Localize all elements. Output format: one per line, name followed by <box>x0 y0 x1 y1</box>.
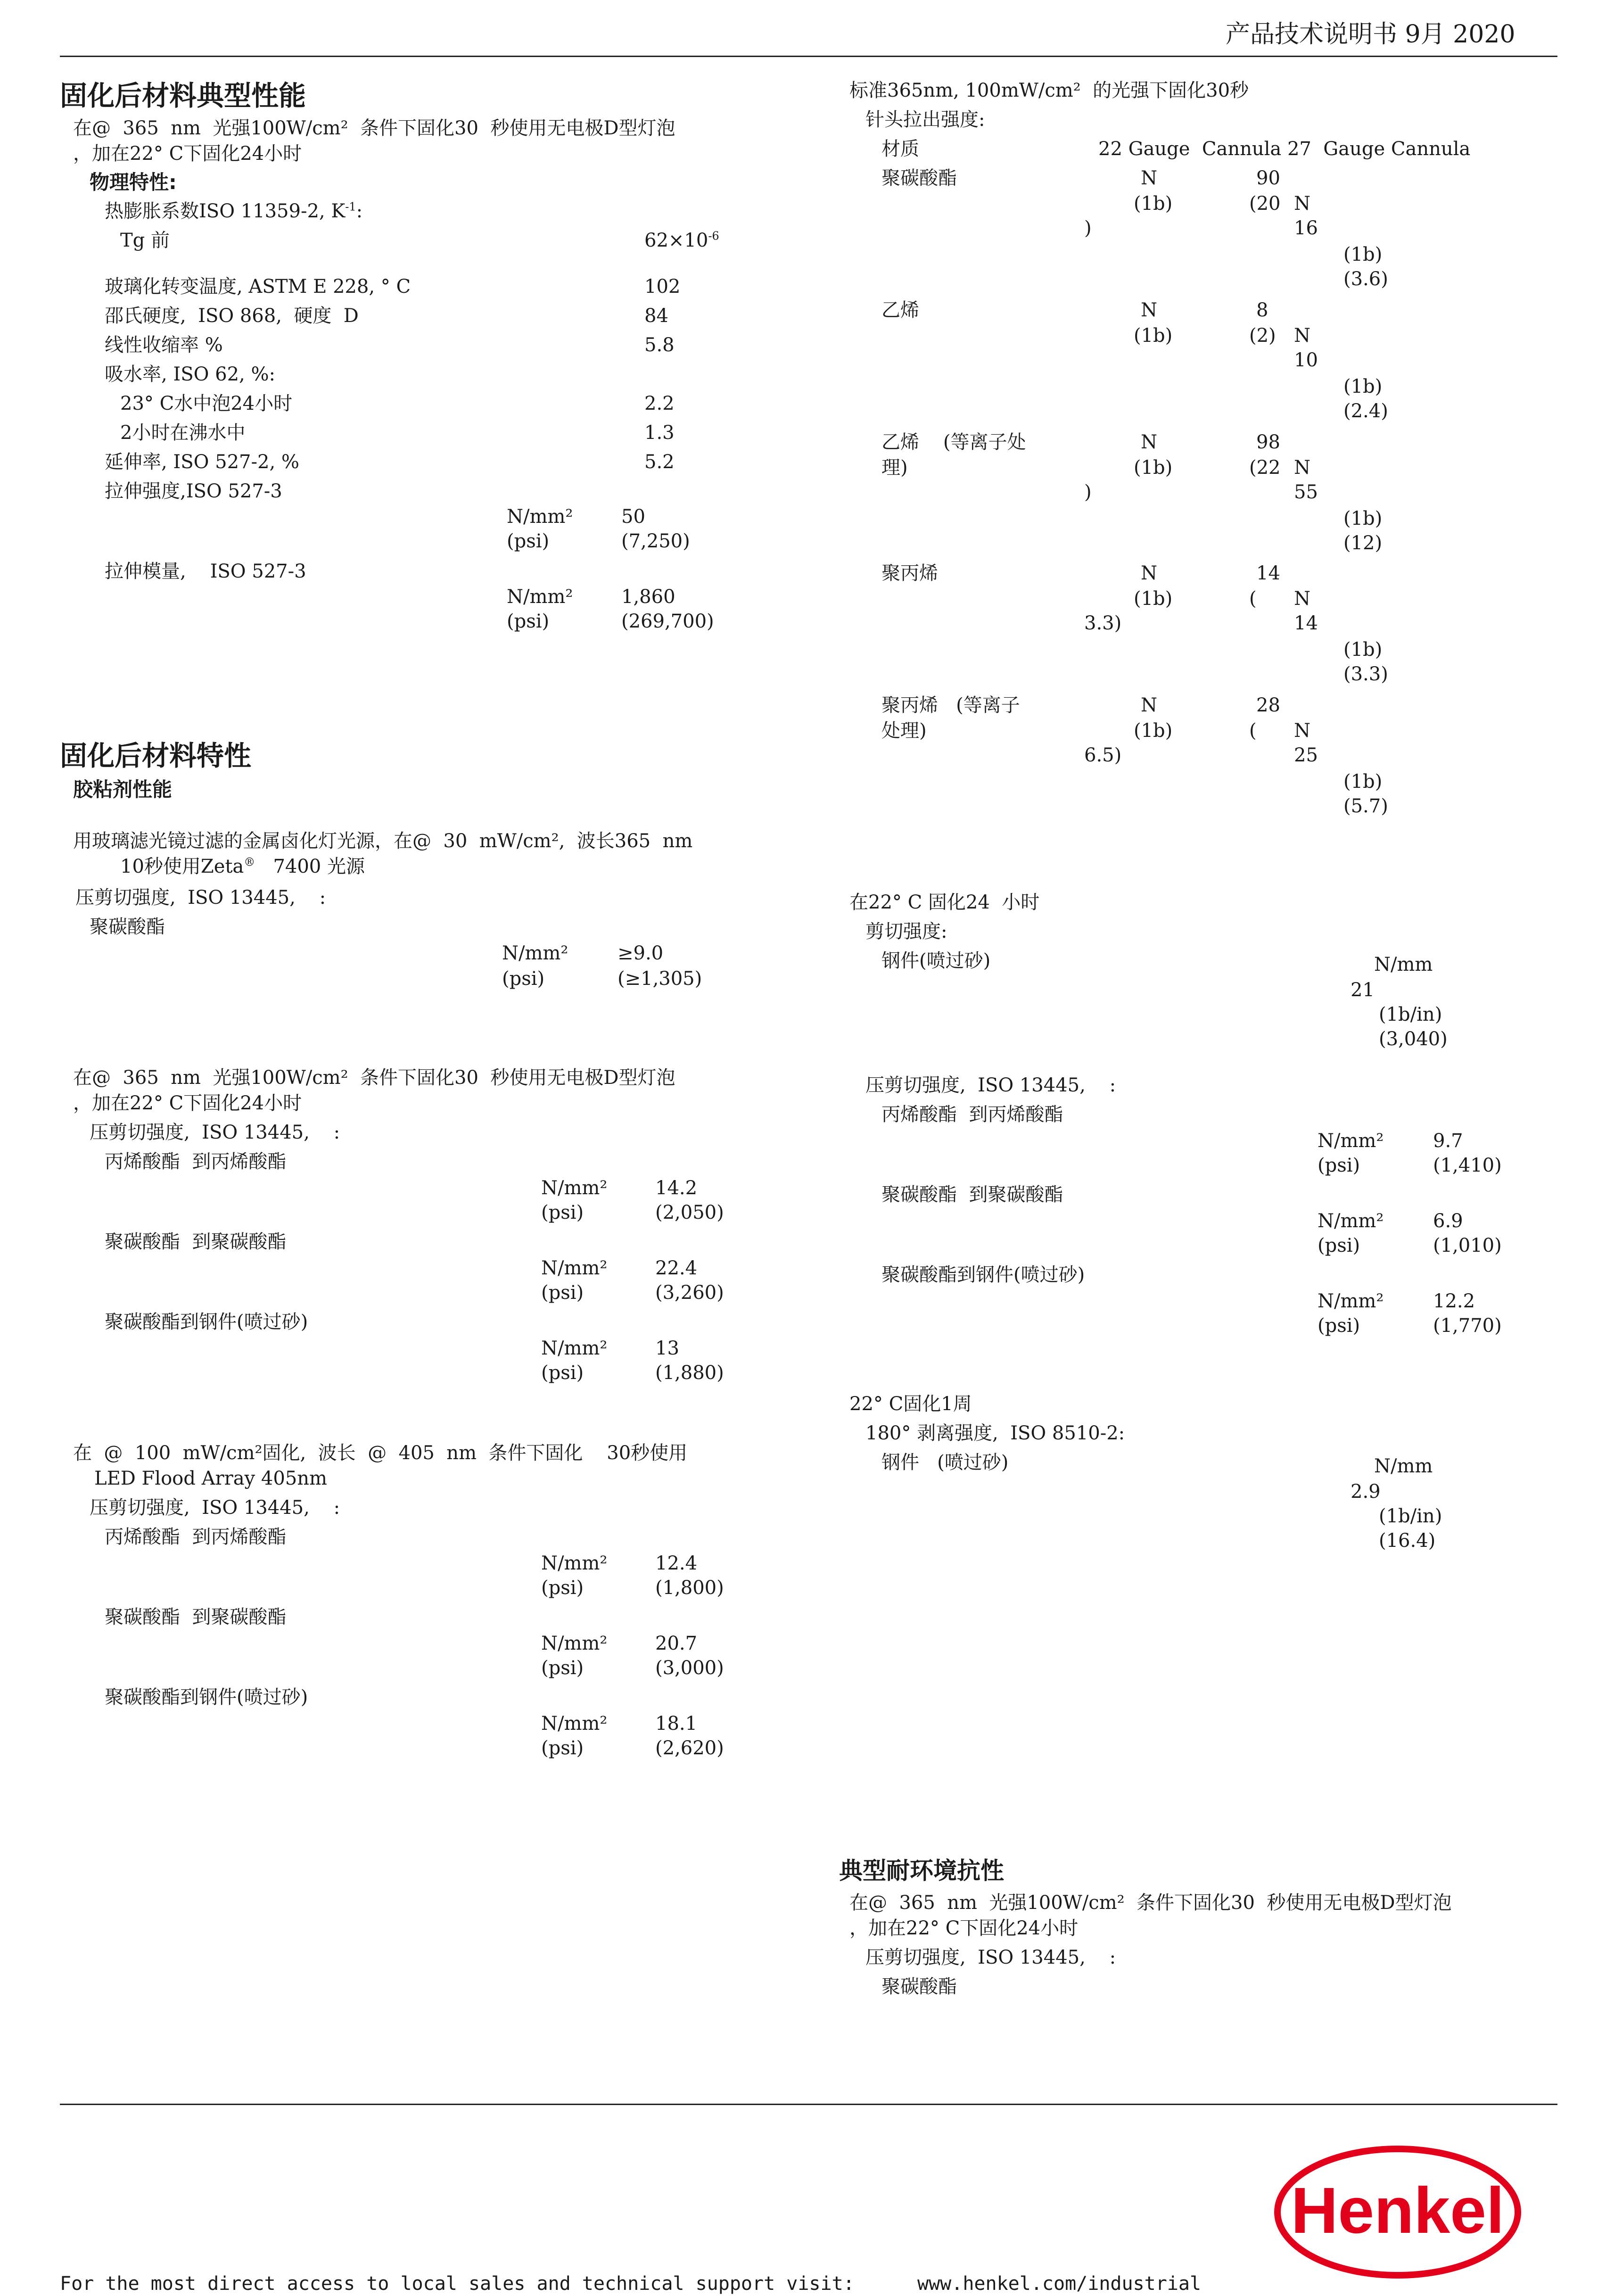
cure-22c-title: 在22° C 固化24 小时 <box>849 892 1040 913</box>
pull-pe-22-paren: (2) <box>1249 325 1276 347</box>
env-resistance-title: 典型耐环境抗性 <box>839 1857 1004 1884</box>
typical-properties-title: 固化后材料典型性能 <box>60 80 306 112</box>
adhesive-properties-heading: 胶粘剂性能 <box>73 778 173 801</box>
pull-pc-label: 聚碳酸酯 <box>881 167 957 189</box>
boiling-water-value: 1.3 <box>644 422 675 444</box>
pull-pp-plasma-27-paren: (5.7) <box>1343 795 1388 817</box>
tg-label: Tg 前 <box>120 230 170 251</box>
cond2-line2: ，加在22° C下固化24小时 <box>73 1092 302 1114</box>
pull-pe-n2: N <box>1294 325 1310 347</box>
pull-pe-27-lb: (1b) <box>1343 376 1383 397</box>
pull-pp-plasma-22-paren: ( <box>1249 720 1257 742</box>
right-acrylic-label: 丙烯酸酯 到丙烯酸酯 <box>881 1104 1063 1125</box>
pull-pc-27-paren: (3.6) <box>1343 268 1388 290</box>
cond2-steel-val1: 13 <box>655 1338 679 1359</box>
henkel-logo <box>1273 2144 1523 2280</box>
steel-unit: N/mm <box>1374 954 1433 975</box>
pull-pp-plasma-lb: (1b) <box>1134 720 1173 742</box>
pull-pe-plasma-close: ) <box>1084 481 1092 503</box>
pull-pc-n: N <box>1141 167 1157 189</box>
right-pc-val1: 6.9 <box>1433 1210 1463 1232</box>
pull-pp-22-paren: ( <box>1249 588 1257 610</box>
material-column-header: 材质 <box>881 138 919 160</box>
right-pc-unit2: (psi) <box>1318 1235 1360 1256</box>
cure-condition-line2: ，加在22° C下固化24小时 <box>73 143 302 165</box>
zeta-value-psi: (≥1,305) <box>618 968 702 990</box>
header-divider <box>60 56 1557 57</box>
zeta-unit-nmm: N/mm² <box>502 942 568 964</box>
pull-pp-22-value2: 3.3) <box>1084 612 1122 634</box>
cond2-pc-unit1: N/mm² <box>541 1257 608 1279</box>
peel-value: 2.9 <box>1351 1481 1381 1503</box>
cond2-acrylic-val2: (2,050) <box>655 1202 724 1223</box>
right-steel-unit1: N/mm² <box>1318 1290 1384 1312</box>
pull-pp-plasma-label1: 聚丙烯 (等离子 <box>881 694 1020 716</box>
right-shear-label: 压剪切强度, ISO 13445, : <box>865 1074 1116 1096</box>
peel-unit: N/mm <box>1374 1455 1433 1477</box>
cond3-pc-unit1: N/mm² <box>541 1633 608 1654</box>
cond3-steel-unit1: N/mm² <box>541 1713 608 1734</box>
modulus-value-psi: (269,700) <box>621 611 714 632</box>
pull-pc-22-paren: (20 <box>1249 193 1281 215</box>
glass-transition-label: 玻璃化转变温度, ASTM E 228, ° C <box>105 276 411 297</box>
cond3-pc-unit2: (psi) <box>541 1657 584 1679</box>
cond2-steel-val2: (1,880) <box>655 1362 724 1384</box>
pull-pe-plasma-lb: (1b) <box>1134 457 1173 479</box>
pull-pp-plasma-label2: 处理) <box>881 720 927 742</box>
pull-pc-22-value: 90 <box>1256 167 1280 189</box>
tensile-unit-nmm: N/mm² <box>507 506 573 528</box>
zeta-shear-label: 压剪切强度, ISO 13445, : <box>75 887 326 908</box>
modulus-unit-nmm: N/mm² <box>507 586 573 608</box>
pull-pp-label: 聚丙烯 <box>881 562 938 584</box>
right-steel-val2: (1,770) <box>1433 1315 1502 1337</box>
cond2-pc-label: 聚碳酸酯 到聚碳酸酯 <box>105 1231 287 1253</box>
cond2-acrylic-label: 丙烯酸酯 到丙烯酸酯 <box>105 1151 287 1173</box>
cond3-acrylic-val1: 12.4 <box>655 1553 698 1574</box>
pull-pc-27-value: 16 <box>1294 217 1318 239</box>
cond2-shear-label: 压剪切强度, ISO 13445, : <box>90 1122 340 1143</box>
tg-value: $62\times 10^{-6}$ <box>644 229 719 251</box>
env-cond-line2: ，加在22° C下固化24小时 <box>849 1917 1079 1939</box>
pull-pe-plasma-22-paren: (22 <box>1249 457 1281 479</box>
pull-pp-plasma-22-value2: 6.5) <box>1084 744 1122 766</box>
modulus-value-nmm: 1,860 <box>621 586 675 608</box>
shear-strength-title: 剪切强度: <box>865 921 947 942</box>
pull-pp-plasma-n: N <box>1141 694 1157 716</box>
cond2-pc-unit2: (psi) <box>541 1282 584 1304</box>
steel-lb-value: (3,040) <box>1379 1028 1448 1050</box>
right-acrylic-val1: 9.7 <box>1433 1130 1463 1152</box>
linear-shrinkage-value: 5.8 <box>644 334 675 356</box>
pull-pe-plasma-n2: N <box>1294 457 1310 479</box>
cte-label: 热膨胀系数ISO 11359-2, $K^{-1}$: <box>105 200 363 222</box>
pull-pe-27-value: 10 <box>1294 349 1318 371</box>
cond2-line1: 在@ 365 nm 光强100W/cm² 条件下固化30 秒使用无电极D型灯泡 <box>73 1067 675 1089</box>
pull-pp-22-value: 14 <box>1256 562 1280 584</box>
tensile-strength-label: 拉伸强度,ISO 527-3 <box>105 480 282 502</box>
steel-blasted-label: 钢件(喷过砂) <box>881 950 991 972</box>
cond2-acrylic-unit2: (psi) <box>541 1202 584 1223</box>
boiling-water-label: 2小时在沸水中 <box>120 422 246 444</box>
physical-properties-heading: 物理特性: <box>90 171 177 194</box>
peel-steel-label: 钢件 (喷过砂) <box>881 1452 1009 1473</box>
env-cond-line1: 在@ 365 nm 光强100W/cm² 条件下固化30 秒使用无电极D型灯泡 <box>849 1892 1452 1914</box>
cured-properties-title: 固化后材料特性 <box>60 740 252 772</box>
peel-lb-value: (16.4) <box>1379 1530 1436 1552</box>
right-steel-unit2: (psi) <box>1318 1315 1360 1337</box>
pull-pp-plasma-22-value: 28 <box>1256 694 1280 716</box>
pull-pc-27-lb: (1b) <box>1343 244 1383 265</box>
tensile-modulus-label: 拉伸模量, ISO 527-3 <box>105 561 306 582</box>
water-23c-value: 2.2 <box>644 393 675 414</box>
cond2-steel-unit1: N/mm² <box>541 1338 608 1359</box>
pull-pp-27-lb: (1b) <box>1343 639 1383 661</box>
right-steel-label: 聚碳酸酯到钢件(喷过砂) <box>881 1264 1085 1286</box>
cond3-pc-val1: 20.7 <box>655 1633 698 1654</box>
pull-pc-close: ) <box>1084 217 1092 239</box>
pull-pc-n2: N <box>1294 193 1310 215</box>
zeta-pc-label: 聚碳酸酯 <box>90 916 165 938</box>
env-pc-label: 聚碳酸酯 <box>881 1976 957 1998</box>
footer-support-text: For the most direct access to local sales and technical support visit: <box>60 2273 855 2295</box>
pull-pp-n: N <box>1141 562 1157 584</box>
cure-condition-line1: 在@ 365 nm 光强100W/cm² 条件下固化30 秒使用无电极D型灯泡 <box>73 117 675 139</box>
cond2-acrylic-val1: 14.2 <box>655 1177 698 1199</box>
right-acrylic-unit1: N/mm² <box>1318 1130 1384 1152</box>
elongation-label: 延伸率, ISO 527-2, % <box>105 451 299 473</box>
cond3-acrylic-unit1: N/mm² <box>541 1553 608 1574</box>
right-acrylic-val2: (1,410) <box>1433 1155 1502 1176</box>
tensile-value-nmm: 50 <box>621 506 645 528</box>
steel-lb-unit: (1b/in) <box>1379 1004 1442 1025</box>
elongation-value: 5.2 <box>644 451 675 473</box>
cond3-line1: 在 @ 100 mW/cm²固化, 波长 @ 405 nm 条件下固化 30秒使用 <box>73 1442 688 1464</box>
tensile-unit-psi: (psi) <box>507 530 550 552</box>
footer-url-link[interactable]: www.henkel.com/industrial <box>917 2273 1202 2295</box>
linear-shrinkage-label: 线性收缩率 % <box>105 334 223 356</box>
pull-pe-plasma-n: N <box>1141 431 1157 453</box>
pull-pe-plasma-label2: 理) <box>881 457 908 479</box>
zeta-unit-psi: (psi) <box>502 968 545 990</box>
header-title: 产品技术说明书 9月 2020 <box>1226 20 1516 49</box>
shore-hardness-label: 邵氏硬度, ISO 868, 硬度 D <box>105 305 359 327</box>
cond2-pc-val1: 22.4 <box>655 1257 698 1279</box>
peel-strength-title: 180° 剥离强度, ISO 8510-2: <box>865 1422 1125 1444</box>
glass-transition-value: 102 <box>644 276 681 297</box>
cond2-steel-label: 聚碳酸酯到钢件(喷过砂) <box>105 1311 308 1333</box>
pull-pe-plasma-label1: 乙烯 (等离子处 <box>881 431 1026 453</box>
steel-value: 21 <box>1351 979 1375 1001</box>
week-cure-title: 22° C固化1周 <box>849 1393 972 1415</box>
pull-pp-27-value: 14 <box>1294 612 1318 634</box>
right-pc-label: 聚碳酸酯 到聚碳酸酯 <box>881 1184 1063 1206</box>
cond3-steel-val2: (2,620) <box>655 1737 724 1759</box>
modulus-unit-psi: (psi) <box>507 611 550 632</box>
pull-pp-plasma-27-lb: (1b) <box>1343 771 1383 793</box>
zeta-condition-line1: 用玻璃滤光镜过滤的金属卤化灯光源，在@ 30 mW/cm², 波长365 nm <box>73 830 693 852</box>
cond3-shear-label: 压剪切强度, ISO 13445, : <box>90 1497 340 1519</box>
pull-pe-label: 乙烯 <box>881 299 919 321</box>
cond3-steel-unit2: (psi) <box>541 1737 584 1759</box>
env-shear-label: 压剪切强度, ISO 13445, : <box>865 1947 1116 1968</box>
std-cure-line: 标准365nm, 100mW/cm² 的光强下固化30秒 <box>849 80 1249 101</box>
pull-pc-lb: (1b) <box>1134 193 1173 215</box>
right-pc-val2: (1,010) <box>1433 1235 1502 1256</box>
svg-text:Henkel: Henkel <box>1291 2174 1505 2247</box>
pull-pe-22-value: 8 <box>1256 299 1269 321</box>
pull-pp-27-paren: (3.3) <box>1343 663 1388 685</box>
cond3-pc-label: 聚碳酸酯 到聚碳酸酯 <box>105 1606 287 1628</box>
cond3-acrylic-unit2: (psi) <box>541 1577 584 1599</box>
water-absorption-label: 吸水率, ISO 62, %: <box>105 363 275 385</box>
shore-hardness-value: 84 <box>644 305 668 327</box>
peel-lb-unit: (1b/in) <box>1379 1505 1442 1527</box>
pull-pe-lb: (1b) <box>1134 325 1173 347</box>
water-23c-label: 23° C水中泡24小时 <box>120 393 293 414</box>
cond3-pc-val2: (3,000) <box>655 1657 724 1679</box>
pull-pe-plasma-27-paren: (12) <box>1343 532 1383 554</box>
needle-pull-label: 针头拉出强度: <box>865 109 985 131</box>
right-acrylic-unit2: (psi) <box>1318 1155 1360 1176</box>
zeta-condition-line2: 10秒使用Zeta® 7400 光源 <box>120 855 365 877</box>
pull-pe-plasma-27-lb: (1b) <box>1343 508 1383 529</box>
pull-pp-plasma-n2: N <box>1294 720 1310 742</box>
cond2-steel-unit2: (psi) <box>541 1362 584 1384</box>
cond2-pc-val2: (3,260) <box>655 1282 724 1304</box>
pull-pe-plasma-22-value: 98 <box>1256 431 1280 453</box>
right-steel-val1: 12.2 <box>1433 1290 1475 1312</box>
cond2-acrylic-unit1: N/mm² <box>541 1177 608 1199</box>
pull-pp-lb: (1b) <box>1134 588 1173 610</box>
footer-divider <box>60 2104 1557 2105</box>
pull-pp-plasma-27-value: 25 <box>1294 744 1318 766</box>
cond3-steel-val1: 18.1 <box>655 1713 698 1734</box>
cond3-acrylic-label: 丙烯酸酯 到丙烯酸酯 <box>105 1526 287 1548</box>
pull-pp-n2: N <box>1294 588 1310 610</box>
right-pc-unit1: N/mm² <box>1318 1210 1384 1232</box>
pull-pe-27-paren: (2.4) <box>1343 400 1388 422</box>
gauge-column-header: 22 Gauge Cannula 27 Gauge Cannula <box>1098 138 1471 160</box>
zeta-value-nmm: ≥9.0 <box>618 942 664 964</box>
tensile-value-psi: (7,250) <box>621 530 690 552</box>
cond3-acrylic-val2: (1,800) <box>655 1577 724 1599</box>
cond3-line2: LED Flood Array 405nm <box>94 1468 327 1489</box>
pull-pe-plasma-27-value: 55 <box>1294 481 1318 503</box>
pull-pe-n: N <box>1141 299 1157 321</box>
cond3-steel-label: 聚碳酸酯到钢件(喷过砂) <box>105 1686 308 1708</box>
